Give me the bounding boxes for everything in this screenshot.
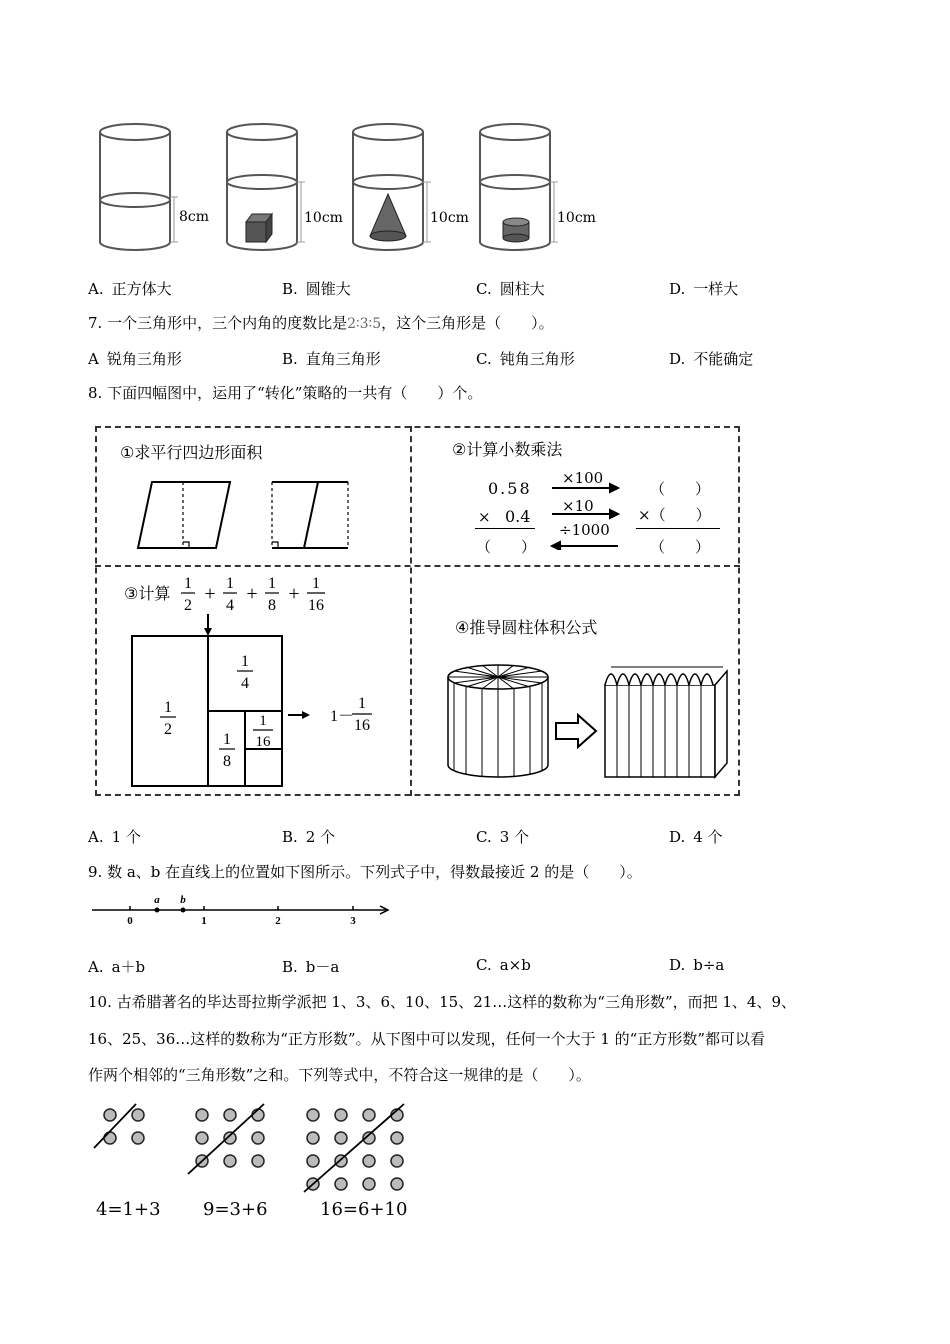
decimal-arrows <box>550 480 620 550</box>
q6-option-b[interactable]: B. 圆锥大 <box>282 280 351 298</box>
q8-option-d[interactable]: D. 4 个 <box>669 828 723 846</box>
q8-option-a[interactable]: A. 1 个 <box>88 828 141 846</box>
expr-half-den: 2 <box>184 597 192 614</box>
square-quarter-num: 1 <box>241 653 249 670</box>
q7-option-c[interactable]: C. 钝角三角形 <box>476 350 575 368</box>
height-label-3: 10cm <box>430 210 469 226</box>
decimal-rule-right <box>636 528 720 529</box>
fraction-sum-expression <box>178 570 328 616</box>
decimal-blank-r1: （ ） <box>650 480 711 498</box>
tick-3: 3 <box>350 915 356 926</box>
q10-line2: 16、25、36…这样的数称为“正方形数”。从下图中可以发现，任何一个大于 1 的“正方形数”都可以看 <box>88 1030 766 1048</box>
expr-sixteenth-den: 16 <box>308 597 324 614</box>
expr-eighth-num: 1 <box>268 575 276 592</box>
result-sixteenth-num: 1 <box>358 695 366 712</box>
decimal-times: × <box>478 508 491 526</box>
square-sixteenth-num: 1 <box>259 713 267 729</box>
q8-question: 8. 下面四幅图中，运用了“转化”策略的一共有（ ）个。 <box>88 384 483 402</box>
fraction-square-figure <box>130 612 390 788</box>
q8-option-c[interactable]: C. 3 个 <box>476 828 530 846</box>
expr-sixteenth-num: 1 <box>312 575 320 592</box>
result-sixteenth-den: 16 <box>354 717 370 734</box>
q7-option-d[interactable]: D. 不能确定 <box>669 350 754 368</box>
decimal-blank-left: （ ） <box>476 538 537 556</box>
cylinders-figure <box>90 118 610 258</box>
equation-9: 9=3+6 <box>203 1199 268 1220</box>
q7-option-a[interactable]: A 锐角三角形 <box>88 350 182 368</box>
q7-option-b[interactable]: B. 直角三角形 <box>282 350 381 368</box>
expr-quarter-den: 4 <box>226 597 234 614</box>
expr-plus-1: + <box>204 583 216 605</box>
q9-option-b[interactable]: B. b－a <box>282 958 340 976</box>
label-x100: ×100 <box>562 469 604 487</box>
expr-quarter-num: 1 <box>226 575 234 592</box>
expr-half-num: 1 <box>184 575 192 592</box>
q6-option-a[interactable]: A. 正方体大 <box>88 280 172 298</box>
square-half-num: 1 <box>164 699 172 716</box>
panel3-title: ③计算 <box>124 584 171 603</box>
equation-16: 16=6+10 <box>320 1199 408 1220</box>
tick-1: 1 <box>201 915 207 926</box>
q7-ratio: 2∶3∶5 <box>347 316 382 332</box>
height-label-2: 10cm <box>304 210 343 226</box>
q7-question: 7. 一个三角形中，三个内角的度数比是2∶3∶5，这个三角形是（ ）。 <box>88 314 554 332</box>
tick-0: 0 <box>127 915 133 926</box>
q10-line3: 作两个相邻的“三角形数”之和。下列等式中，不符合这一规律的是（ ）。 <box>88 1066 591 1084</box>
q6-option-d[interactable]: D. 一样大 <box>669 280 739 298</box>
q6-option-c[interactable]: C. 圆柱大 <box>476 280 545 298</box>
point-b-label: b <box>180 894 186 906</box>
q8-frame-hdivider <box>95 565 740 567</box>
decimal-a: 0.58 <box>488 479 532 498</box>
panel1-title: ①求平行四边形面积 <box>120 443 263 462</box>
q9-question: 9. 数 a、b 在直线上的位置如下图所示。下列式子中，得数最接近 2 的是（ ）。 <box>88 863 642 881</box>
decimal-blank-r2: ×（ ） <box>638 506 711 524</box>
label-x10: ×10 <box>562 497 594 515</box>
cylinder-transform-figure <box>440 655 735 785</box>
expr-eighth-den: 8 <box>268 597 276 614</box>
panel2-title: ②计算小数乘法 <box>452 440 563 459</box>
q9-option-d[interactable]: D. b÷a <box>669 956 725 974</box>
expr-plus-3: + <box>288 583 300 605</box>
square-sixteenth-den: 16 <box>255 734 271 750</box>
square-eighth-num: 1 <box>223 731 231 748</box>
cone-icon <box>370 194 406 241</box>
tick-2: 2 <box>275 915 281 926</box>
square-half-den: 2 <box>164 721 172 738</box>
decimal-b: 0.4 <box>505 507 531 526</box>
cube-icon <box>246 214 272 242</box>
height-label-1: 8cm <box>179 209 210 225</box>
square-quarter-den: 4 <box>241 675 249 692</box>
number-line <box>90 892 395 926</box>
equation-4: 4=1+3 <box>96 1199 161 1220</box>
point-a-label: a <box>154 894 160 906</box>
dot-pattern-figure <box>88 1100 418 1200</box>
parallelogram-figure <box>130 478 360 554</box>
q9-option-a[interactable]: A. a＋b <box>88 958 146 976</box>
q8-option-b[interactable]: B. 2 个 <box>282 828 336 846</box>
panel4-title: ④推导圆柱体积公式 <box>455 618 598 637</box>
q9-option-c[interactable]: C. a×b <box>476 956 531 974</box>
expr-plus-2: + <box>246 583 258 605</box>
height-label-4: 10cm <box>557 210 596 226</box>
small-cylinder-icon <box>503 218 529 242</box>
q10-line1: 10. 古希腊著名的毕达哥拉斯学派把 1、3、6、10、15、21…这样的数称为“三角形数”，而把 1、4、9、 <box>88 993 797 1011</box>
result-one-minus: 1－ <box>330 708 355 725</box>
square-eighth-den: 8 <box>223 753 231 770</box>
decimal-blank-r3: （ ） <box>650 538 711 556</box>
decimal-rule-left <box>475 528 535 529</box>
label-d1000: ÷1000 <box>559 521 610 539</box>
q8-frame-vdivider <box>410 426 412 796</box>
